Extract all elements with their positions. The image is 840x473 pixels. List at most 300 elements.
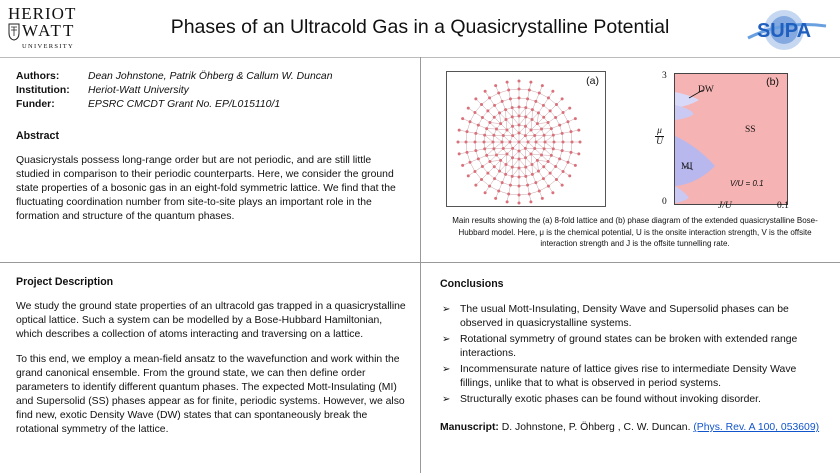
lattice-site — [505, 153, 508, 156]
manuscript-authors: D. Johnstone, P. Öhberg , C. W. Duncan. — [501, 422, 691, 433]
lattice-site — [538, 189, 541, 192]
lattice-bond — [548, 98, 556, 105]
lattice-site — [543, 147, 546, 150]
lattice-site — [507, 89, 510, 92]
lattice-site — [501, 181, 504, 184]
vu-label: V/U = 0.1 — [730, 179, 764, 188]
lattice-bond — [512, 108, 519, 116]
lattice-site — [511, 156, 514, 159]
lattice-site — [543, 134, 546, 137]
manuscript-label: Manuscript: — [440, 422, 499, 433]
project-section — [16, 275, 408, 437]
abstract-heading: Abstract — [16, 130, 59, 142]
lattice-bond — [499, 90, 509, 93]
lattice-site — [549, 109, 552, 112]
lattice-site — [558, 157, 561, 160]
lattice-bond — [466, 132, 467, 142]
lattice-site — [484, 191, 487, 194]
lattice-site — [549, 172, 552, 175]
meta-block — [16, 70, 411, 112]
lattice-bond — [556, 105, 563, 113]
lattice-bond — [519, 117, 526, 125]
vertical-divider — [420, 57, 421, 473]
lattice-bond — [519, 89, 529, 90]
lattice-site — [577, 129, 580, 132]
institution-label: Institution: — [16, 85, 70, 96]
lattice-site — [474, 149, 477, 152]
mi-lobe-small — [675, 186, 689, 203]
figure-a-lattice — [446, 71, 606, 207]
lattice-site — [511, 115, 514, 118]
lattice-site — [469, 120, 472, 123]
lattice-bond — [499, 191, 509, 194]
lattice-site — [552, 147, 555, 150]
lattice-site — [477, 124, 480, 127]
lattice-site — [483, 147, 486, 150]
lattice-site — [542, 116, 545, 119]
lattice-site — [524, 147, 527, 150]
lattice-site — [458, 129, 461, 132]
lattice-site — [480, 103, 483, 106]
lattice-site — [526, 184, 529, 187]
lattice-bond — [537, 113, 538, 124]
lattice-bond — [571, 132, 572, 142]
lattice-site — [518, 132, 521, 135]
lattice-site — [550, 127, 553, 130]
lattice-site — [504, 173, 507, 176]
conclusion-item: ➢ Rotational symmetry of ground states can be broken with extended range interactions. — [442, 334, 798, 359]
lattice-site — [461, 164, 464, 167]
lattice-site — [506, 200, 509, 203]
lattice-site — [518, 141, 521, 144]
lattice-site — [474, 141, 477, 144]
logo-line-3: UNIVERSITY — [22, 43, 74, 50]
y-axis-label — [655, 126, 664, 147]
authors-value: Dean Johnstone, Patrik Öhberg & Callum W. Duncan — [88, 71, 333, 82]
lattice-bond — [490, 160, 501, 161]
arrow-bullet-icon: ➢ — [442, 394, 451, 405]
lattice-site — [486, 109, 489, 112]
lattice-site — [473, 111, 476, 114]
logo-line-1: HERIOT — [8, 4, 77, 23]
lattice-site — [536, 122, 539, 125]
heriot-watt-logo — [8, 5, 100, 53]
lattice-site — [518, 124, 521, 127]
lattice-site — [488, 160, 491, 163]
lattice-site — [497, 92, 500, 95]
lattice-site — [483, 134, 486, 137]
lattice-bond — [496, 129, 506, 130]
lattice-site — [502, 134, 505, 137]
lattice-site — [505, 128, 508, 131]
lattice-site — [504, 108, 507, 111]
lattice-bond — [537, 123, 548, 124]
lattice-site — [551, 90, 554, 93]
figure-b-phase-diagram — [674, 73, 788, 205]
lattice-site — [498, 111, 501, 114]
lattice-site — [561, 184, 564, 187]
lattice-site — [509, 184, 512, 187]
lattice-site — [518, 150, 521, 153]
lattice-bond — [536, 135, 544, 142]
lattice-bond — [475, 171, 482, 179]
lattice-site — [511, 147, 514, 150]
institution-value: Heriot-Watt University — [88, 85, 189, 96]
lattice-bond — [512, 168, 519, 176]
lattice-site — [474, 132, 477, 135]
lattice-site — [561, 132, 564, 135]
lattice-site — [529, 200, 532, 203]
dw-label: DW — [698, 85, 714, 95]
funder-value: EPSRC CMCDT Grant No. EP/L015110/1 — [88, 99, 281, 110]
lattice-site — [518, 115, 521, 118]
lattice-site — [554, 165, 557, 168]
lattice-bond — [512, 159, 519, 167]
lattice-site — [542, 104, 545, 107]
lattice-site — [562, 170, 565, 173]
lattice-site — [518, 167, 521, 170]
lattice-site — [518, 194, 521, 197]
lattice-site — [528, 89, 531, 92]
lattice-site — [483, 141, 486, 144]
lattice-site — [494, 197, 497, 200]
lattice-bond — [496, 154, 506, 155]
lattice-site — [562, 111, 565, 114]
lattice-site — [518, 202, 521, 205]
lattice-bond — [475, 105, 482, 113]
lattice-site — [469, 161, 472, 164]
lattice-bond — [568, 122, 571, 132]
lattice-site — [518, 158, 521, 161]
lattice-bond — [512, 117, 519, 125]
arrow-bullet-icon: ➢ — [442, 304, 451, 315]
lattice-bond — [545, 142, 553, 149]
lattice-site — [547, 185, 550, 188]
lattice-site — [524, 156, 527, 159]
arrow-bullet-icon: ➢ — [442, 334, 451, 345]
x-axis-label: J/U — [718, 201, 732, 211]
lattice-site — [568, 174, 571, 177]
lattice-site — [467, 174, 470, 177]
ss-label: SS — [745, 125, 756, 135]
lattice-site — [526, 97, 529, 100]
lattice-site — [540, 154, 543, 157]
lattice-site — [544, 141, 547, 144]
abstract-section — [16, 129, 406, 224]
project-para-1: We study the ground state properties of an ultracold gas trapped in a quasicrystalline optical lattice. Such a system can be modelled by a Bose-Hubbard Hamiltonian, which describes a collection of atoms interacting and traversing on a lattice. — [16, 301, 406, 340]
lattice-site — [540, 128, 543, 131]
lattice-site — [542, 177, 545, 180]
conclusions-list — [440, 303, 830, 407]
lattice-site — [518, 88, 521, 91]
conclusions-heading: Conclusions — [440, 278, 504, 290]
lattice-bond — [509, 194, 519, 195]
lattice-bond — [537, 160, 538, 171]
lattice-site — [562, 141, 565, 144]
y-axis-denominator: U — [656, 137, 663, 147]
lattice-site — [531, 108, 534, 111]
lattice-bond — [485, 142, 493, 149]
lattice-site — [474, 97, 477, 100]
lattice-site — [466, 151, 469, 154]
lattice-site — [574, 164, 577, 167]
y-axis-bottom-tick: 0 — [662, 197, 667, 207]
lattice-bond — [519, 168, 526, 176]
lattice-site — [568, 107, 571, 110]
lattice-site — [547, 121, 550, 124]
lattice-bond — [539, 93, 548, 98]
mi-label: MI — [681, 162, 693, 172]
lattice-site — [497, 189, 500, 192]
lattice-site — [501, 100, 504, 103]
lattice-site — [531, 163, 534, 166]
lattice-bond — [494, 142, 502, 149]
arrow-bullet-icon: ➢ — [442, 364, 451, 375]
lattice-site — [495, 154, 498, 157]
lattice-site — [566, 161, 569, 164]
lattice-site — [485, 154, 488, 157]
funder-row — [16, 98, 411, 112]
lattice-site — [561, 149, 564, 152]
lattice-site — [518, 80, 521, 83]
lattice-site — [536, 159, 539, 162]
lattice-site — [524, 125, 527, 128]
lattice-site — [550, 154, 553, 157]
lattice-site — [574, 117, 577, 120]
lattice-site — [511, 166, 514, 169]
lattice-site — [498, 170, 501, 173]
lattice-site — [537, 111, 540, 114]
lattice-site — [502, 147, 505, 150]
manuscript-line — [440, 421, 830, 435]
lattice-site — [467, 107, 470, 110]
lattice-site — [547, 160, 550, 163]
x-axis-right-tick: 0.1 — [777, 201, 789, 211]
lattice-bond — [539, 186, 548, 191]
lattice-site — [558, 124, 561, 127]
lattice-site — [511, 134, 514, 137]
lattice-bond — [531, 119, 532, 129]
lattice-bond — [509, 89, 519, 90]
lattice-site — [561, 97, 564, 100]
lattice-bond — [490, 186, 499, 191]
lattice-bond — [529, 90, 539, 93]
lattice-site — [492, 134, 495, 137]
lattice-site — [566, 120, 569, 123]
lattice-site — [524, 175, 527, 178]
dw-lobe — [675, 105, 693, 120]
manuscript-link[interactable]: (Phys. Rev. A 100, 053609) — [693, 422, 820, 433]
lattice-site — [495, 128, 498, 131]
lattice-site — [506, 81, 509, 84]
lattice-bond — [485, 135, 493, 142]
lattice-bond — [467, 152, 470, 162]
y-axis-numerator: μ — [657, 126, 662, 136]
lattice-site — [527, 141, 530, 144]
lattice-bond — [506, 119, 507, 129]
lattice-bond — [482, 98, 490, 105]
lattice-site — [509, 97, 512, 100]
lattice-bond — [466, 142, 467, 152]
lattice-bond — [536, 142, 544, 149]
lattice-bond — [500, 160, 501, 171]
lattice-site — [524, 115, 527, 118]
lattice-site — [492, 141, 495, 144]
project-heading: Project Description — [16, 276, 114, 288]
lattice-bond — [470, 113, 475, 122]
lattice-site — [547, 96, 550, 99]
lattice-site — [577, 152, 580, 155]
lattice-site — [505, 118, 508, 121]
lattice-site — [530, 153, 533, 156]
abstract-text: Quasicrystals possess long-range order but are not periodic, and are still little studied in comparison to their periodic counterparts. Here, we consider the ground state properties of a bosonic gas in an eight-fold symmetric lattice. We find that the fluctuating coordination number from site-to-site plays an important role in the formation and structure of the quantum phases. — [16, 155, 396, 222]
lattice-site — [488, 96, 491, 99]
lattice-site — [518, 106, 521, 109]
lattice-site — [542, 165, 545, 168]
supa-logo — [740, 8, 832, 52]
lattice-graphic — [447, 72, 605, 206]
lattice-site — [541, 84, 544, 87]
horizontal-divider — [0, 262, 840, 263]
lattice-site — [485, 127, 488, 130]
lattice-bond — [500, 113, 501, 124]
conclusion-item: ➢ Incommensurate nature of lattice gives rise to intermediate Density Wave fillings, unlike that to what is observed in period systems. — [442, 364, 797, 389]
lattice-bond — [548, 179, 556, 186]
lattice-site — [457, 141, 460, 144]
lattice-site — [529, 81, 532, 84]
mi-lobe — [675, 136, 715, 186]
lattice-bond — [556, 171, 563, 179]
lattice-site — [533, 134, 536, 137]
lattice-bond — [531, 129, 541, 130]
lattice-site — [579, 141, 582, 144]
authors-label: Authors: — [16, 71, 60, 82]
lattice-site — [511, 175, 514, 178]
lattice-bond — [490, 123, 501, 124]
lattice-site — [499, 159, 502, 162]
lattice-site — [552, 134, 555, 137]
lattice-site — [484, 90, 487, 93]
lattice-site — [477, 157, 480, 160]
lattice-bond — [568, 152, 571, 162]
lattice-site — [541, 197, 544, 200]
lattice-site — [493, 177, 496, 180]
lattice-bond — [482, 179, 490, 186]
lattice-site — [501, 141, 504, 144]
lattice-bond — [494, 135, 502, 142]
lattice-site — [524, 134, 527, 137]
lattice-bond — [467, 122, 470, 132]
figure-b-label: (b) — [766, 76, 779, 88]
lattice-site — [461, 117, 464, 120]
lattice-site — [473, 170, 476, 173]
lattice-site — [528, 192, 531, 195]
supa-text: SUPA — [756, 20, 812, 42]
lattice-site — [569, 151, 572, 154]
authors-row — [16, 70, 411, 84]
project-para-2: To this end, we employ a mean-field ansatz to the wavefunction and work within the grand canonical ensemble. From the ground state, we can then define order parameters to identify different quantum phases. The expected Mott-Insulating (MI) and Supersolid (SS) phases appear as for finite, periodic systems. However, we also find new, exotic Density Wave (DW) states that can spontaneously break the rotational symmetry of the lattice. — [16, 354, 405, 435]
lattice-site — [518, 176, 521, 179]
lattice-site — [535, 141, 538, 144]
lattice-site — [494, 84, 497, 87]
lattice-site — [458, 152, 461, 155]
lattice-bond — [563, 162, 568, 171]
lattice-site — [534, 181, 537, 184]
lattice-bond — [537, 160, 548, 161]
lattice-bond — [490, 93, 499, 98]
lattice-site — [569, 130, 572, 133]
lattice-site — [486, 172, 489, 175]
lattice-site — [511, 106, 514, 109]
lattice-site — [488, 121, 491, 124]
lattice-site — [499, 122, 502, 125]
lattice-site — [555, 178, 558, 181]
lattice-site — [533, 147, 536, 150]
figure-a-label: (a) — [586, 75, 599, 87]
lattice-site — [524, 166, 527, 169]
lattice-bond — [531, 154, 532, 164]
lattice-site — [509, 141, 512, 144]
lattice-bond — [519, 108, 526, 116]
lattice-site — [518, 185, 521, 188]
funder-label: Funder: — [16, 99, 55, 110]
logo-line-2: WATT — [22, 21, 76, 40]
y-axis-top-tick: 3 — [662, 71, 667, 81]
lattice-site — [537, 170, 540, 173]
lattice-site — [481, 165, 484, 168]
lattice-bond — [470, 162, 475, 171]
lattice-site — [466, 130, 469, 133]
figure-caption: Main results showing the (a) 8-fold lattice and (b) phase diagram of the extended quasicrystalline Bose-Hubbard model. Here, μ is the chemical potential, U is the onsite interaction strength, V is the offsite interaction strength and J is the offsite tunnelling rate. — [452, 216, 818, 248]
lattice-site — [530, 128, 533, 131]
lattice-site — [480, 178, 483, 181]
lattice-site — [505, 163, 508, 166]
lattice-site — [493, 116, 496, 119]
lattice-site — [538, 92, 541, 95]
lattice-site — [465, 141, 468, 144]
lattice-site — [555, 103, 558, 106]
lattice-bond — [519, 159, 526, 167]
lattice-bond — [571, 142, 572, 152]
conclusion-item: ➢ The usual Mott-Insulating, Density Wave and Supersolid phases can be observed in quasicrystalline systems. — [442, 304, 789, 329]
lattice-bond — [545, 135, 553, 142]
lattice-bond — [506, 154, 507, 164]
lattice-site — [551, 191, 554, 194]
header — [0, 0, 840, 58]
conclusions-section — [440, 277, 830, 435]
lattice-site — [571, 141, 574, 144]
poster-title: Phases of an Ultracold Gas in a Quasicrystalline Potential — [170, 16, 670, 38]
lattice-site — [524, 106, 527, 109]
institution-row — [16, 84, 411, 98]
lattice-site — [553, 141, 556, 144]
lattice-site — [493, 104, 496, 107]
lattice-site — [492, 147, 495, 150]
lattice-bond — [531, 154, 541, 155]
lattice-site — [507, 192, 510, 195]
lattice-site — [554, 116, 557, 119]
lattice-site — [488, 185, 491, 188]
crest-icon — [8, 23, 20, 41]
lattice-site — [534, 100, 537, 103]
lattice-bond — [563, 113, 568, 122]
lattice-site — [474, 184, 477, 187]
lattice-bond — [519, 194, 529, 195]
lattice-site — [518, 97, 521, 100]
conclusion-item: ➢ Structurally exotic phases can be found without invoking disorder. — [442, 394, 761, 405]
lattice-site — [481, 116, 484, 119]
lattice-site — [531, 118, 534, 121]
